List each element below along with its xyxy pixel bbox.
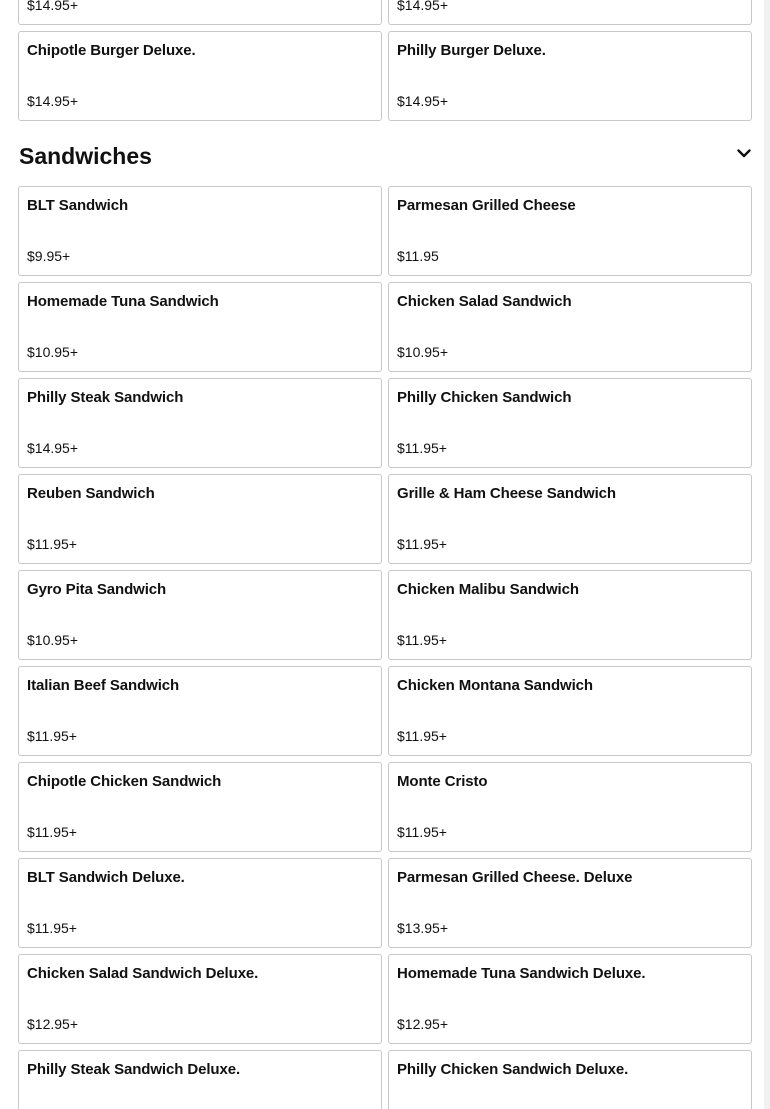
menu-item-name: Reuben Sandwich [27, 485, 155, 502]
menu-item-price: $11.95+ [27, 824, 77, 840]
chevron-down-icon[interactable] [736, 145, 752, 161]
menu-item-name: Philly Burger Deluxe. [397, 42, 546, 59]
menu-item-card[interactable] [18, 474, 382, 564]
menu-item-name: Chicken Salad Sandwich [397, 293, 572, 310]
menu-item-price: $11.95+ [397, 440, 447, 456]
menu-item-card[interactable] [18, 282, 382, 372]
menu-item-price: $12.95+ [397, 1016, 448, 1032]
menu-item-name: Philly Steak Sandwich [27, 389, 184, 406]
menu-item-name: BLT Sandwich [27, 197, 129, 214]
menu-item-name: Grille & Ham Cheese Sandwich [397, 485, 616, 502]
scrollbar-track[interactable] [764, 0, 770, 1109]
menu-item-card[interactable] [388, 186, 752, 276]
menu-item-price: $10.95+ [397, 344, 448, 360]
menu-item-card[interactable] [388, 858, 752, 948]
menu-item-card[interactable] [18, 954, 382, 1044]
menu-item-card[interactable] [388, 954, 752, 1044]
menu-content [18, 0, 752, 1109]
menu-item-price: $11.95+ [397, 536, 447, 552]
menu-item-name: Gyro Pita Sandwich [27, 581, 167, 598]
menu-item-name: Chipotle Burger Deluxe. [27, 42, 196, 59]
menu-item-name: BLT Sandwich Deluxe. [27, 869, 185, 886]
menu-item-price: $12.95+ [27, 1016, 78, 1032]
sandwiches-section-header[interactable] [18, 121, 752, 186]
menu-item-card[interactable] [18, 570, 382, 660]
menu-item-card[interactable] [388, 31, 752, 121]
menu-item-price: $11.95+ [397, 632, 447, 648]
menu-item-card[interactable] [388, 474, 752, 564]
menu-item-card[interactable] [18, 762, 382, 852]
menu-item-price: $11.95+ [27, 920, 77, 936]
sandwiches-grid [18, 186, 752, 1109]
menu-item-name: Philly Chicken Sandwich Deluxe. [397, 1061, 629, 1078]
menu-item-card[interactable] [18, 666, 382, 756]
menu-item-price: $14.95+ [27, 93, 78, 109]
menu-item-name: Homemade Tuna Sandwich Deluxe. [397, 965, 646, 982]
menu-item-name: Homemade Tuna Sandwich [27, 293, 219, 310]
menu-item-card[interactable] [18, 186, 382, 276]
menu-item-name: Philly Steak Sandwich Deluxe. [27, 1061, 241, 1078]
menu-item-price: $14.95+ [397, 0, 448, 13]
menu-item-card[interactable] [18, 378, 382, 468]
menu-item-price: $11.95+ [397, 728, 447, 744]
menu-item-price: $11.95+ [397, 824, 447, 840]
menu-item-name: Parmesan Grilled Cheese [397, 197, 576, 214]
menu-item-price: $9.95+ [27, 248, 71, 264]
menu-item-price: $14.95+ [27, 440, 78, 456]
menu-item-card[interactable] [18, 858, 382, 948]
menu-item-name: Chipotle Chicken Sandwich [27, 773, 222, 790]
menu-item-card[interactable] [388, 762, 752, 852]
menu-item-card[interactable] [388, 570, 752, 660]
menu-item-name: Parmesan Grilled Cheese. Deluxe [397, 869, 633, 886]
menu-item-price: $11.95 [397, 248, 439, 264]
menu-item-name: Chicken Montana Sandwich [397, 677, 593, 694]
menu-item-card[interactable] [18, 0, 382, 25]
menu-item-card[interactable] [388, 378, 752, 468]
menu-item-card[interactable] [388, 1050, 752, 1109]
menu-item-name: Italian Beef Sandwich [27, 677, 180, 694]
menu-item-name: Chicken Salad Sandwich Deluxe. [27, 965, 259, 982]
menu-item-name: Chicken Malibu Sandwich [397, 581, 579, 598]
menu-item-card[interactable] [18, 1050, 382, 1109]
menu-item-card[interactable] [18, 31, 382, 121]
menu-item-price: $10.95+ [27, 632, 78, 648]
menu-item-name: Monte Cristo [397, 773, 488, 790]
menu-item-card[interactable] [388, 0, 752, 25]
burgers-grid [18, 0, 752, 121]
menu-item-price: $14.95+ [397, 93, 448, 109]
menu-item-card[interactable] [388, 666, 752, 756]
section-title: Sandwiches [19, 143, 152, 169]
menu-item-card[interactable] [388, 282, 752, 372]
menu-item-price: $11.95+ [27, 536, 77, 552]
menu-item-name: Philly Chicken Sandwich [397, 389, 572, 406]
menu-item-price: $11.95+ [27, 728, 77, 744]
menu-item-price: $13.95+ [397, 920, 448, 936]
menu-item-price: $10.95+ [27, 344, 78, 360]
menu-item-price: $14.95+ [27, 0, 78, 13]
